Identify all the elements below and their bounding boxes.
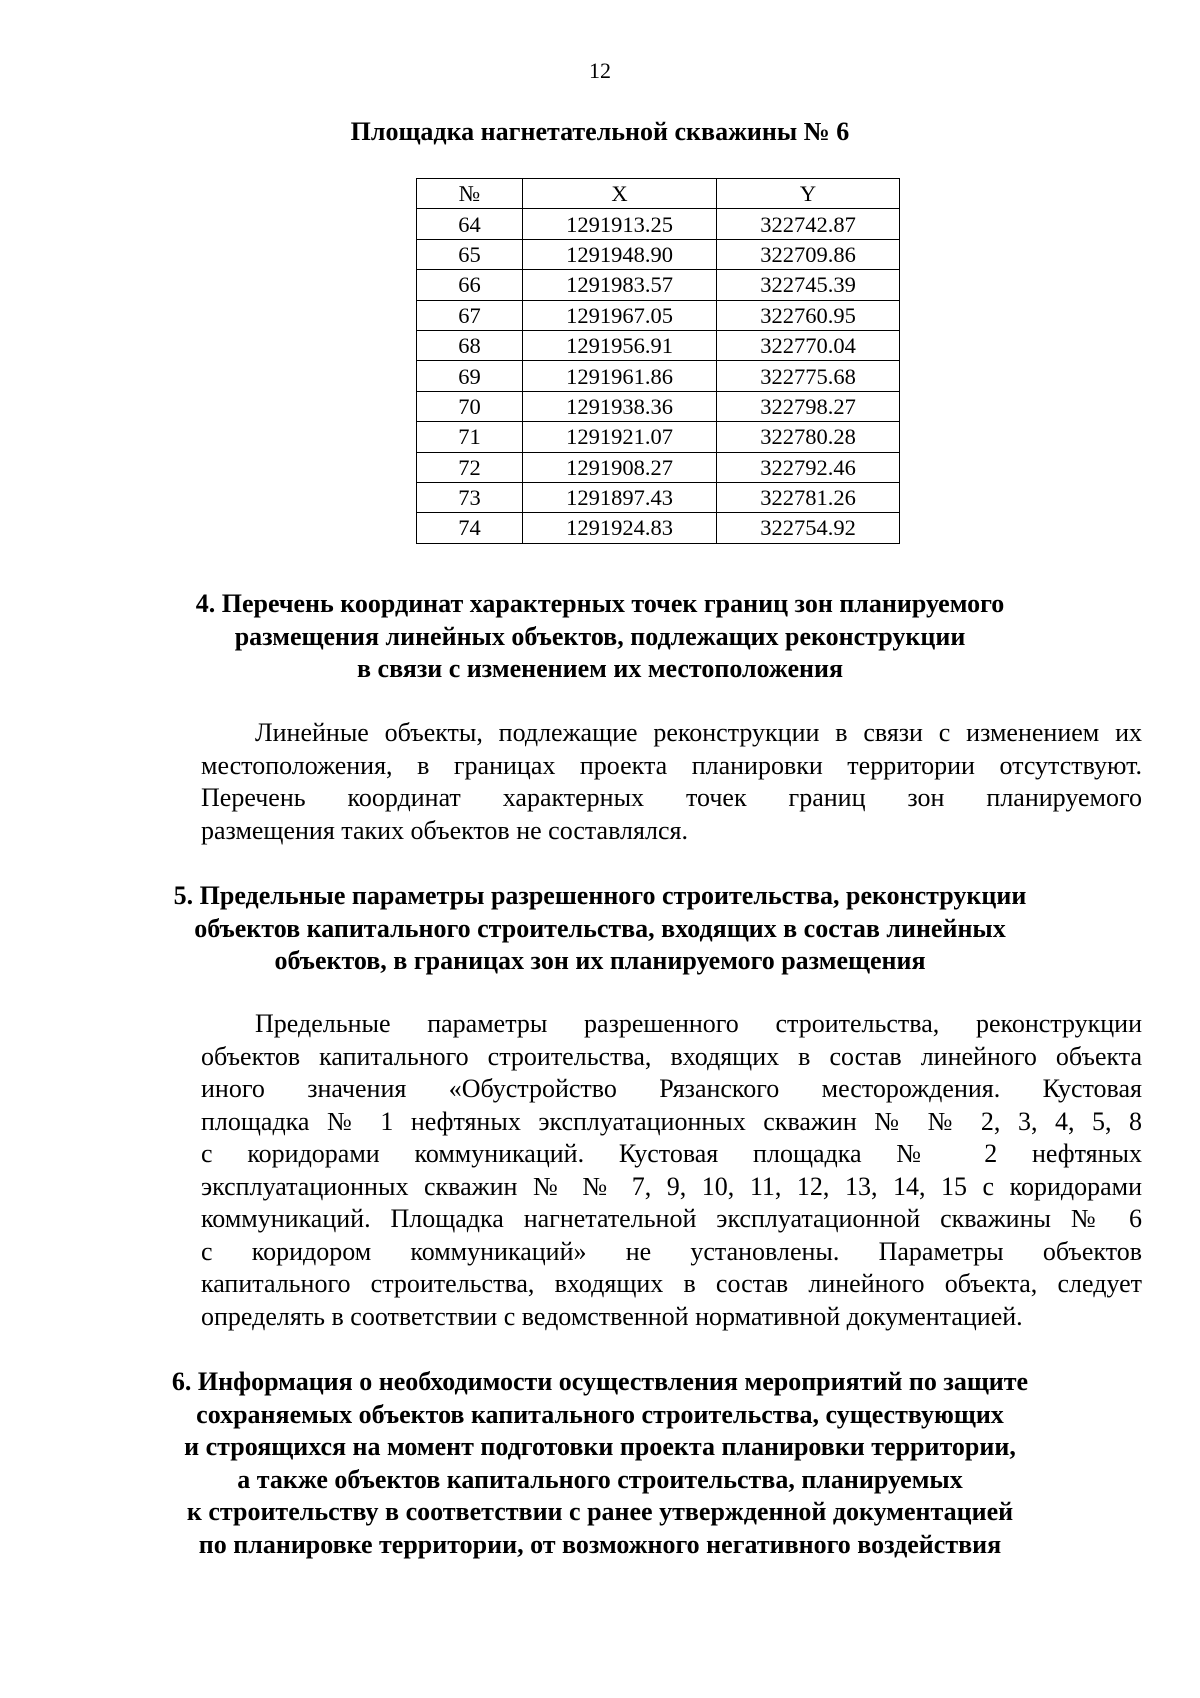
cell-x: 1291921.07: [523, 422, 717, 452]
cell-x: 1291961.86: [523, 361, 717, 391]
paragraph-line: иного значения «Обустройство Рязанского месторождения. Кустовая: [201, 1074, 1142, 1103]
cell-x: 1291948.90: [523, 239, 717, 269]
paragraph-line: определять в соответствии с ведомственной нормативной документацией.: [201, 1301, 1023, 1331]
cell-number: 71: [417, 422, 523, 452]
table-title: Площадка нагнетательной скважины № 6: [350, 117, 850, 146]
section-5-heading: [0, 880, 1200, 978]
cell-y: 322770.04: [717, 330, 900, 360]
cell-number: 68: [417, 330, 523, 360]
paragraph-line: Перечень координат характерных точек границ зон планируемого: [201, 783, 1142, 812]
cell-y: 322745.39: [717, 270, 900, 300]
cell-y: 322780.28: [717, 422, 900, 452]
cell-x: 1291956.91: [523, 330, 717, 360]
cell-x: 1291938.36: [523, 391, 717, 421]
table-row: [417, 391, 900, 421]
table-row: [417, 452, 900, 482]
page-number: 12: [589, 58, 611, 83]
heading-line: 5. Предельные параметры разрешенного строительства, реконструкции: [173, 881, 1027, 910]
heading-line: по планировке территории, от возможного негативного воздействия: [198, 1529, 1002, 1559]
cell-y: 322798.27: [717, 391, 900, 421]
cell-number: 67: [417, 300, 523, 330]
cell-number: 66: [417, 270, 523, 300]
cell-x: 1291897.43: [523, 482, 717, 512]
table-row: [417, 209, 900, 239]
paragraph-line: Линейные объекты, подлежащие реконструкции в связи с изменением их: [255, 718, 1142, 747]
table-row: [417, 422, 900, 452]
table-row: [417, 513, 900, 543]
cell-x: 1291967.05: [523, 300, 717, 330]
heading-line: сохраняемых объектов капитального строительства, существующих: [196, 1399, 1004, 1429]
section-6-heading: [0, 1366, 1200, 1561]
cell-y: 322754.92: [717, 513, 900, 543]
heading-line: и строящихся на момент подготовки проекта планировки территории,: [184, 1432, 1016, 1461]
heading-line: 6. Информация о необходимости осуществления мероприятий по защите: [171, 1367, 1029, 1396]
cell-y: 322742.87: [717, 209, 900, 239]
paragraph-line: Предельные параметры разрешенного строительства, реконструкции: [255, 1009, 1142, 1038]
cell-y: 322760.95: [717, 300, 900, 330]
table-row: [417, 361, 900, 391]
paragraph-line: с коридором коммуникаций» не установлены. Параметры объектов: [201, 1236, 1142, 1266]
table-body: [417, 209, 900, 543]
cell-number: 65: [417, 239, 523, 269]
cell-number: 70: [417, 391, 523, 421]
header-number: №: [417, 179, 523, 209]
cell-y: 322792.46: [717, 452, 900, 482]
heading-line: в связи с изменением их местоположения: [356, 654, 844, 683]
cell-number: 72: [417, 452, 523, 482]
cell-y: 322775.68: [717, 361, 900, 391]
heading-line: размещения линейных объектов, подлежащих реконструкции: [234, 621, 966, 651]
paragraph-line: площадка № 1 нефтяных эксплуатационных скважин № № 2, 3, 4, 5, 8: [201, 1106, 1142, 1136]
paragraph-line: эксплуатационных скважин № № 7, 9, 10, 11, 12, 13, 14, 15 с коридорами: [201, 1171, 1142, 1201]
paragraph-line: коммуникаций. Площадка нагнетательной эксплуатационной скважины № 6: [201, 1204, 1142, 1233]
cell-y: 322709.86: [717, 239, 900, 269]
cell-number: 73: [417, 482, 523, 512]
section-4-heading: [0, 588, 1200, 686]
cell-number: 74: [417, 513, 523, 543]
cell-x: 1291908.27: [523, 452, 717, 482]
table-row: [417, 239, 900, 269]
cell-x: 1291913.25: [523, 209, 717, 239]
paragraph-line: объектов капитального строительства, входящих в состав линейного объекта: [201, 1041, 1142, 1071]
heading-line: а также объектов капитального строительства, планируемых: [237, 1464, 963, 1494]
heading-line: к строительству в соответствии с ранее утвержденной документацией: [186, 1497, 1014, 1526]
paragraph-line: размещения таких объектов не составлялся.: [201, 815, 688, 845]
cell-x: 1291983.57: [523, 270, 717, 300]
section-5-paragraph: [201, 1008, 1142, 1333]
table-row: [417, 270, 900, 300]
table-row: [417, 482, 900, 512]
cell-x: 1291924.83: [523, 513, 717, 543]
paragraph-line: местоположения, в границах проекта планировки территории отсутствуют.: [201, 750, 1142, 780]
table-row: [417, 330, 900, 360]
section-4-paragraph: [201, 717, 1142, 847]
header-y: Y: [717, 179, 900, 209]
cell-number: 69: [417, 361, 523, 391]
header-x: X: [523, 179, 717, 209]
coordinates-table: [416, 178, 900, 544]
heading-line: объектов капитального строительства, входящих в состав линейных: [194, 913, 1006, 943]
paragraph-line: капитального строительства, входящих в состав линейного объекта, следует: [201, 1269, 1142, 1298]
table-row: [417, 300, 900, 330]
cell-number: 64: [417, 209, 523, 239]
heading-line: объектов, в границах зон их планируемого размещения: [274, 946, 926, 975]
heading-line: 4. Перечень координат характерных точек границ зон планируемого: [195, 589, 1005, 618]
paragraph-line: с коридорами коммуникаций. Кустовая площадка № 2 нефтяных: [201, 1139, 1142, 1168]
cell-y: 322781.26: [717, 482, 900, 512]
table-header-row: [417, 179, 900, 209]
